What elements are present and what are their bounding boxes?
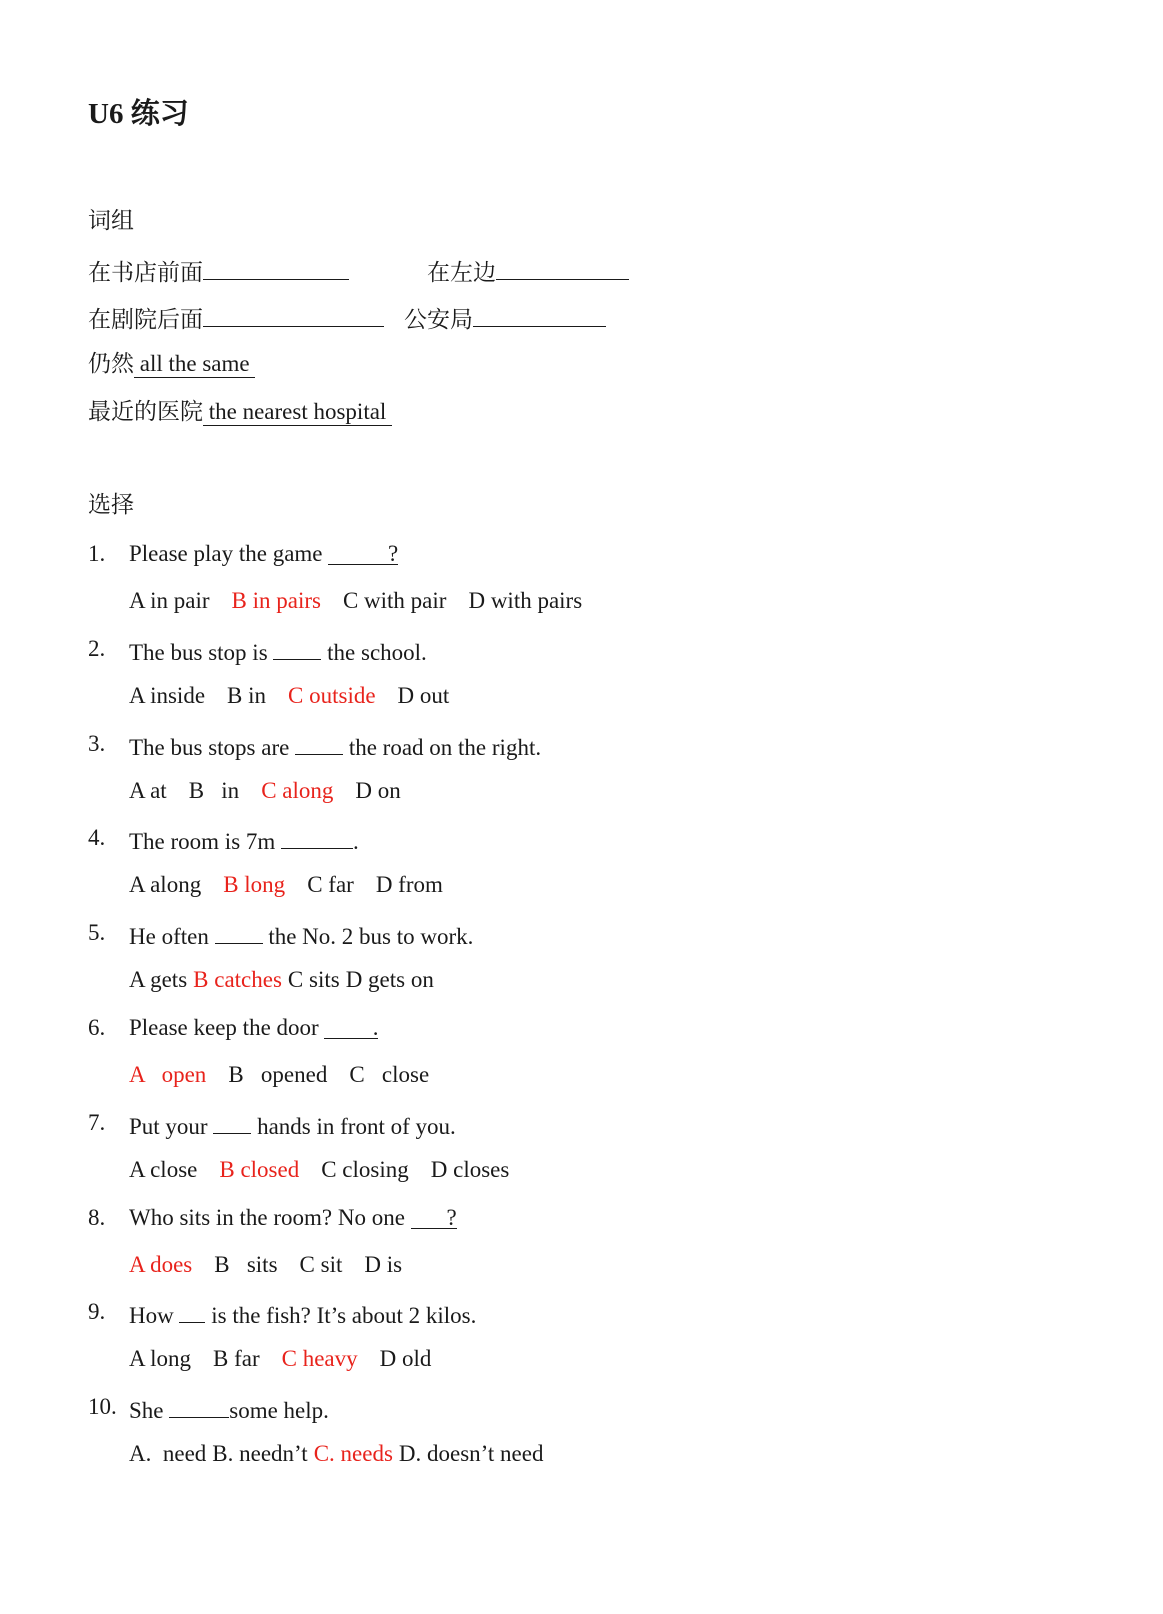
answer-blank: ? xyxy=(411,1206,457,1229)
option: D is xyxy=(364,1252,403,1277)
question-text xyxy=(129,1395,329,1422)
option: A. need xyxy=(129,1441,207,1466)
answer-blank: . xyxy=(324,1016,378,1039)
answer-blank xyxy=(473,304,606,327)
answer-blank xyxy=(215,921,263,944)
question-text xyxy=(129,1300,476,1327)
option-correct: B long xyxy=(223,872,286,897)
option-correct: B in pairs xyxy=(231,588,321,613)
question-stem: Please keep the door xyxy=(129,1015,325,1040)
option: A along xyxy=(129,872,202,897)
question-text xyxy=(129,732,541,759)
question-stem-end: the No. 2 bus to work. xyxy=(262,924,474,949)
option: A at xyxy=(129,778,167,803)
question-stem-end: hands in front of you. xyxy=(251,1114,456,1139)
option: D on xyxy=(355,778,401,803)
option-correct: C outside xyxy=(288,683,376,708)
option-row xyxy=(129,589,604,612)
option: C sits xyxy=(287,967,340,992)
answer-blank xyxy=(273,637,321,660)
phrase-row-1 xyxy=(88,257,349,284)
option-row xyxy=(129,1253,424,1276)
option: C close xyxy=(349,1062,430,1087)
phrase-row-4 xyxy=(88,400,392,423)
phrase-row-2 xyxy=(88,304,384,331)
option: C closing xyxy=(321,1157,409,1182)
question-number: 7. xyxy=(88,1110,106,1135)
question-stem-end: is the fish? It’s about 2 kilos. xyxy=(205,1303,477,1328)
option-row xyxy=(129,1347,453,1370)
answer-blank xyxy=(295,732,343,755)
option: B in xyxy=(188,778,240,803)
option-row xyxy=(129,1158,531,1181)
question-number: 6. xyxy=(88,1015,106,1040)
option-correct: C heavy xyxy=(281,1346,358,1371)
option-row xyxy=(129,1442,549,1465)
question-stem: Please play the game xyxy=(129,541,329,566)
option: B far xyxy=(212,1346,260,1371)
option: D out xyxy=(397,683,450,708)
answer-blank xyxy=(213,1111,251,1134)
question-text xyxy=(129,1016,378,1039)
answer-blank xyxy=(179,1300,205,1323)
question-stem: The bus stops are xyxy=(129,735,296,760)
phrase-row-2-right xyxy=(404,304,606,331)
question-text xyxy=(129,1206,457,1229)
answer-blank: ? xyxy=(328,542,398,565)
phrase-prompt: 在剧院后面 xyxy=(88,307,203,332)
option: D old xyxy=(379,1346,432,1371)
option-row xyxy=(129,684,471,707)
question-number: 2. xyxy=(88,636,106,661)
question-number: 9. xyxy=(88,1299,106,1324)
answer-blank xyxy=(281,826,353,849)
phrase-row-1-right xyxy=(427,257,629,284)
question-stem-end: the school. xyxy=(321,640,427,665)
question-stem: How xyxy=(129,1303,180,1328)
option: D from xyxy=(375,872,443,897)
option: A close xyxy=(129,1157,198,1182)
option-correct: B closed xyxy=(219,1157,300,1182)
phrase-answer: the nearest hospital xyxy=(203,399,393,424)
answer-blank xyxy=(169,1395,229,1418)
phrase-prompt: 在左边 xyxy=(427,260,496,285)
question-number: 5. xyxy=(88,920,106,945)
option-correct: C. needs xyxy=(313,1441,393,1466)
option-row xyxy=(129,1063,451,1086)
option: C far xyxy=(307,872,354,897)
option: A gets xyxy=(129,967,188,992)
question-number: 3. xyxy=(88,731,106,756)
phrase-answer: all the same xyxy=(134,351,256,376)
option: D gets on xyxy=(345,967,434,992)
phrase-prompt: 仍然 xyxy=(88,351,134,376)
option-row xyxy=(129,779,423,802)
question-stem: Who sits in the room? No one xyxy=(129,1205,411,1230)
option: D. doesn’t need xyxy=(398,1441,544,1466)
phrase-prompt: 在书店前面 xyxy=(88,260,203,285)
question-stem: The room is 7m xyxy=(129,829,282,854)
question-stem-end: some help. xyxy=(229,1398,329,1423)
option: C sit xyxy=(299,1252,343,1277)
option: A inside xyxy=(129,683,206,708)
question-stem: He often xyxy=(129,924,215,949)
question-stem: The bus stop is xyxy=(129,640,274,665)
question-text xyxy=(129,826,359,853)
question-stem-end: . xyxy=(353,829,359,854)
question-stem: Put your xyxy=(129,1114,214,1139)
option: A long xyxy=(129,1346,191,1371)
phrase-prompt: 最近的医院 xyxy=(88,399,203,424)
phrases-heading: 词组 xyxy=(88,208,134,233)
question-text xyxy=(129,542,398,565)
option-correct: A open xyxy=(129,1062,207,1087)
question-number: 8. xyxy=(88,1205,106,1230)
option: B sits xyxy=(214,1252,278,1277)
option-correct: C along xyxy=(261,778,334,803)
question-text xyxy=(129,921,473,948)
option-row xyxy=(129,873,465,896)
question-text xyxy=(129,637,427,664)
phrase-prompt: 公安局 xyxy=(404,307,473,332)
question-number: 10. xyxy=(88,1394,117,1419)
option: B in xyxy=(227,683,267,708)
option-row xyxy=(129,968,440,991)
choice-heading: 选择 xyxy=(88,492,134,517)
option: B opened xyxy=(228,1062,328,1087)
answer-blank xyxy=(203,257,349,280)
phrase-row-3 xyxy=(88,352,255,375)
answer-blank xyxy=(203,304,384,327)
option: D closes xyxy=(430,1157,510,1182)
question-number: 1. xyxy=(88,541,106,566)
question-stem: She xyxy=(129,1398,170,1423)
answer-blank xyxy=(496,257,629,280)
question-text xyxy=(129,1111,456,1138)
page-title: U6 练习 xyxy=(88,98,189,130)
option-correct: B catches xyxy=(193,967,282,992)
option: A in pair xyxy=(129,588,210,613)
question-stem-end: the road on the right. xyxy=(343,735,542,760)
question-number: 4. xyxy=(88,825,106,850)
option-correct: A does xyxy=(129,1252,193,1277)
option: B. needn’t xyxy=(212,1441,308,1466)
option: C with pair xyxy=(342,588,447,613)
option: D with pairs xyxy=(468,588,583,613)
